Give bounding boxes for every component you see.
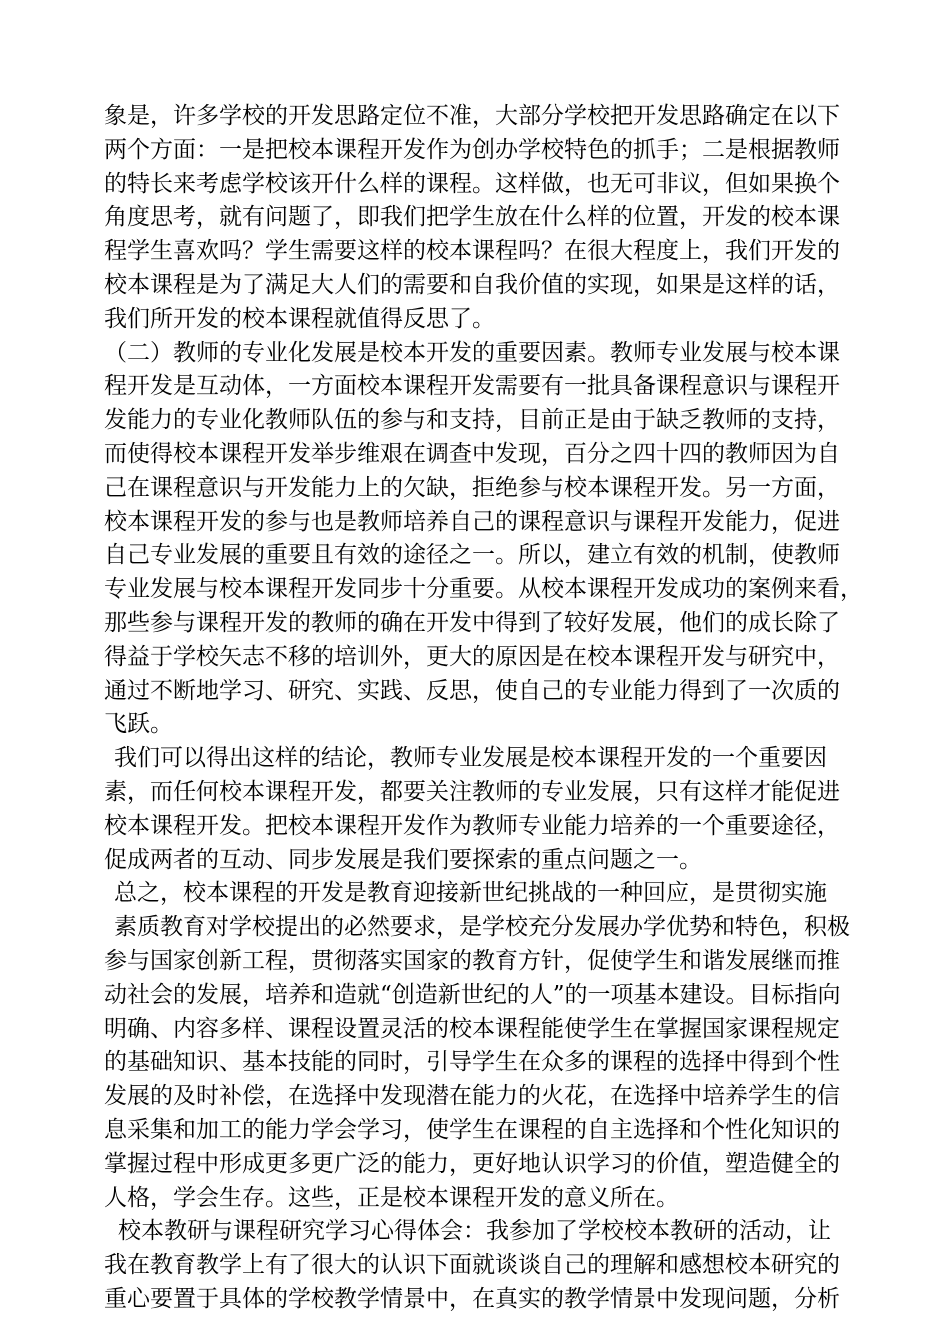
text-line: 的基础知识、基本技能的同时，引导学生在众多的课程的选择中得到个性 bbox=[104, 1049, 840, 1076]
text-line: 程开发是互动体，一方面校本课程开发需要有一批具备课程意识与课程开 bbox=[104, 373, 840, 400]
text-line: 校本教研与课程研究学习心得体会：我参加了学校校本教研的活动，让 bbox=[118, 1218, 831, 1245]
text-line: 角度思考，就有问题了，即我们把学生放在什么样的位置，开发的校本课 bbox=[104, 204, 840, 231]
text-line: 得益于学校矢志不移的培训外，更大的原因是在校本课程开发与研究中， bbox=[104, 643, 840, 670]
text-line: 重心要置于具体的学校教学情景中，在真实的教学情景中发现问题，分析 bbox=[104, 1285, 840, 1312]
text-line: 总之，校本课程的开发是教育迎接新世纪挑战的一种回应，是贯彻实施 bbox=[114, 880, 827, 907]
text-line: 的特长来考虑学校该开什么样的课程。这样做，也无可非议，但如果换个 bbox=[104, 170, 840, 197]
text-line: 掌握过程中形成更多更广泛的能力，更好地认识学习的价值，塑造健全的 bbox=[104, 1150, 840, 1177]
text-line: 飞跃。 bbox=[104, 711, 173, 738]
text-line: 专业发展与校本课程开发同步十分重要。从校本课程开发成功的案例来看， bbox=[104, 576, 863, 603]
text-line: 而使得校本课程开发举步维艰在调查中发现，百分之四十四的教师因为自 bbox=[104, 440, 840, 467]
text-line: 动社会的发展，培养和造就“创造新世纪的人”的一项基本建设。目标指向 bbox=[104, 981, 841, 1008]
text-line: 发能力的专业化教师队伍的参与和支持，目前正是由于缺乏教师的支持， bbox=[104, 407, 840, 434]
text-line: （二）教师的专业化发展是校本开发的重要因素。教师专业发展与校本课 bbox=[104, 339, 840, 366]
text-line: 自己专业发展的重要且有效的途径之一。所以，建立有效的机制，使教师 bbox=[104, 542, 840, 569]
text-line: 息采集和加工的能力学会学习，使学生在课程的自主选择和个性化知识的 bbox=[104, 1116, 840, 1143]
text-line: 程学生喜欢吗？学生需要这样的校本课程吗？在很大程度上，我们开发的 bbox=[104, 238, 840, 265]
text-line: 明确、内容多样、课程设置灵活的校本课程能使学生在掌握国家课程规定 bbox=[104, 1015, 840, 1042]
text-line: 校本课程开发。把校本课程开发作为教师专业能力培养的一个重要途径， bbox=[104, 812, 840, 839]
text-line: 象是，许多学校的开发思路定位不准，大部分学校把开发思路确定在以下 bbox=[104, 103, 840, 129]
text-line: 素质教育对学校提出的必然要求，是学校充分发展办学优势和特色，积极 bbox=[114, 914, 850, 941]
text-line: 我们所开发的校本课程就值得反思了。 bbox=[104, 305, 495, 332]
text-line: 校本课程开发的参与也是教师培养自己的课程意识与课程开发能力，促进 bbox=[104, 508, 840, 535]
text-line: 素，而任何校本课程开发，都要关注教师的专业发展，只有这样才能促进 bbox=[104, 778, 840, 805]
text-line: 那些参与课程开发的教师的确在开发中得到了较好发展，他们的成长除了 bbox=[104, 609, 840, 636]
text-line: 两个方面：一是把校本课程开发作为创办学校特色的抓手；二是根据教师 bbox=[104, 136, 840, 163]
text-line: 我们可以得出这样的结论，教师专业发展是校本课程开发的一个重要因 bbox=[114, 745, 827, 772]
text-line: 发展的及时补偿，在选择中发现潜在能力的火花，在选择中培养学生的信 bbox=[104, 1083, 840, 1110]
text-line: 促成两者的互动、同步发展是我们要探索的重点问题之一。 bbox=[104, 846, 702, 873]
text-line: 通过不断地学习、研究、实践、反思，使自己的专业能力得到了一次质的 bbox=[104, 677, 840, 704]
document-page bbox=[104, 100, 864, 1317]
text-line: 我在教育教学上有了很大的认识下面就谈谈自己的理解和感想校本研究的 bbox=[104, 1252, 840, 1279]
text-line: 人格，学会生存。这些，正是校本课程开发的意义所在。 bbox=[104, 1184, 679, 1211]
text-line: 校本课程是为了满足大人们的需要和自我价值的实现，如果是这样的话， bbox=[104, 271, 840, 298]
text-line: 参与国家创新工程，贯彻落实国家的教育方针，促使学生和谐发展继而推 bbox=[104, 947, 840, 974]
text-line: 己在课程意识与开发能力上的欠缺，拒绝参与校本课程开发。另一方面， bbox=[104, 474, 840, 501]
